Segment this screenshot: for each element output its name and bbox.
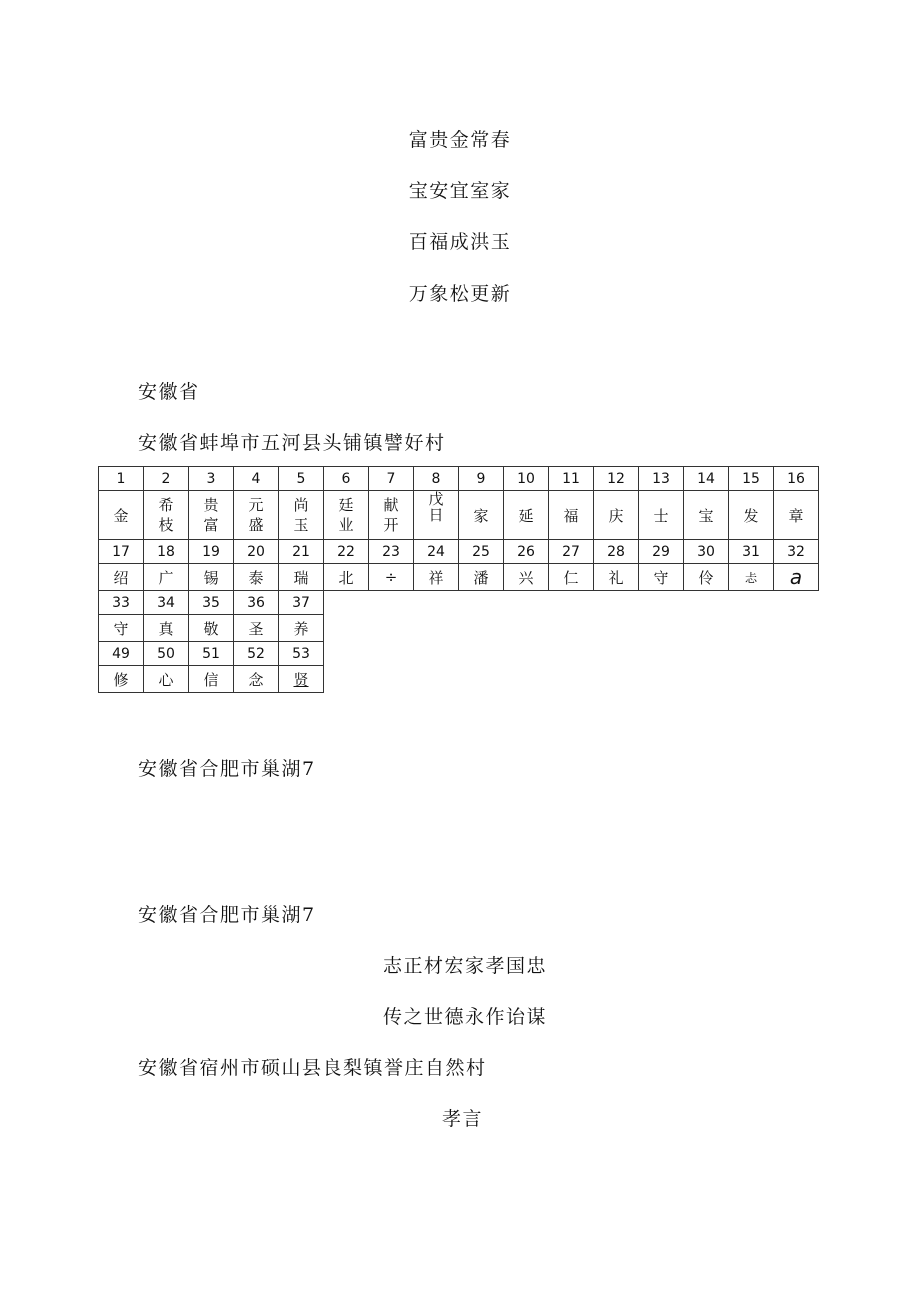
table-row xyxy=(99,615,819,642)
table-cell: 敬 xyxy=(189,615,234,642)
table-cell: 福 xyxy=(549,491,594,540)
table-cell: 36 xyxy=(234,591,279,615)
table-row xyxy=(99,666,819,693)
table-cell: 51 xyxy=(189,642,234,666)
table-cell: 23 xyxy=(369,540,414,564)
table-cell: 29 xyxy=(639,540,684,564)
table-cell: 宝 xyxy=(684,491,729,540)
place-bengbu: 安徽省蚌埠市五河县头铺镇譬好村 xyxy=(138,432,446,454)
table-cell: 22 xyxy=(324,540,369,564)
table-cell: 18 xyxy=(144,540,189,564)
table-cell: 金 xyxy=(99,491,144,540)
table-row xyxy=(99,642,819,666)
table-cell: 3 xyxy=(189,467,234,491)
table-cell: 49 xyxy=(99,642,144,666)
table-cell: 廷业 xyxy=(324,491,369,540)
verse-line-1: 富贵金常春 xyxy=(408,129,512,151)
table-cell: 26 xyxy=(504,540,549,564)
table-empty xyxy=(324,666,819,693)
table-cell: 家 xyxy=(459,491,504,540)
table-cell: 25 xyxy=(459,540,504,564)
place-anhui: 安徽省 xyxy=(138,381,200,403)
table-row xyxy=(99,591,819,615)
table-cell: 守 xyxy=(99,615,144,642)
table-cell: 锡 xyxy=(189,564,234,591)
table-cell: 念 xyxy=(234,666,279,693)
table-cell: 5 xyxy=(279,467,324,491)
table-cell: 31 xyxy=(729,540,774,564)
table-cell: 戊日 xyxy=(414,491,459,540)
table-row xyxy=(99,540,819,564)
table-cell: 养 xyxy=(279,615,324,642)
verse-line-3: 百福成洪玉 xyxy=(408,231,512,253)
table-cell: 1 xyxy=(99,467,144,491)
table-cell: 19 xyxy=(189,540,234,564)
table-cell: 瑞 xyxy=(279,564,324,591)
verse-line-2: 宝安宜室家 xyxy=(408,180,512,202)
table-empty xyxy=(324,615,819,642)
table-cell: 忐 xyxy=(729,564,774,591)
table-cell: 15 xyxy=(729,467,774,491)
table-row xyxy=(99,564,819,591)
table-cell: 真 xyxy=(144,615,189,642)
table-cell: 章 xyxy=(774,491,819,540)
table-cell: 延 xyxy=(504,491,549,540)
table-row xyxy=(99,467,819,491)
table-cell: 兴 xyxy=(504,564,549,591)
table-cell: 37 xyxy=(279,591,324,615)
table-cell: 圣 xyxy=(234,615,279,642)
verse-mid-1: 志正材宏家孝国忠 xyxy=(383,955,548,977)
table-cell: 9 xyxy=(459,467,504,491)
table-cell: 13 xyxy=(639,467,684,491)
table-cell: 50 xyxy=(144,642,189,666)
table-cell: 2 xyxy=(144,467,189,491)
table-cell: 修 xyxy=(99,666,144,693)
table-cell: 21 xyxy=(279,540,324,564)
verse-end: 孝言 xyxy=(442,1108,484,1130)
table-cell: 24 xyxy=(414,540,459,564)
table-cell: 希枝 xyxy=(144,491,189,540)
table-cell: 28 xyxy=(594,540,639,564)
table-cell: 士 xyxy=(639,491,684,540)
table-cell: 30 xyxy=(684,540,729,564)
table-cell: 10 xyxy=(504,467,549,491)
table-cell: 仁 xyxy=(549,564,594,591)
table-cell: 53 xyxy=(279,642,324,666)
table-cell: 礼 xyxy=(594,564,639,591)
table-cell: 元盛 xyxy=(234,491,279,540)
table-cell: 广 xyxy=(144,564,189,591)
table-cell: 守 xyxy=(639,564,684,591)
table-cell: 11 xyxy=(549,467,594,491)
verse-mid-2: 传之世德永作诒谋 xyxy=(383,1006,548,1028)
table-cell: 27 xyxy=(549,540,594,564)
table-empty xyxy=(324,642,819,666)
verse-line-4: 万象松更新 xyxy=(408,283,512,305)
table-cell: 贵富 xyxy=(189,491,234,540)
table-cell: 34 xyxy=(144,591,189,615)
table-cell: 绍 xyxy=(99,564,144,591)
table-cell: 北 xyxy=(324,564,369,591)
table-cell: 伶 xyxy=(684,564,729,591)
generation-table xyxy=(98,466,819,693)
table-cell: 4 xyxy=(234,467,279,491)
table-cell: 心 xyxy=(144,666,189,693)
table-cell: 52 xyxy=(234,642,279,666)
table-cell: 泰 xyxy=(234,564,279,591)
table-cell: 信 xyxy=(189,666,234,693)
table-cell: 12 xyxy=(594,467,639,491)
table-cell: ÷ xyxy=(369,564,414,591)
table-cell: 贤 xyxy=(279,666,324,693)
table-cell: 庆 xyxy=(594,491,639,540)
table-cell: 7 xyxy=(369,467,414,491)
table-cell: 16 xyxy=(774,467,819,491)
table-cell: 32 xyxy=(774,540,819,564)
table-cell: 33 xyxy=(99,591,144,615)
table-cell: 6 xyxy=(324,467,369,491)
place-chaohu-2: 安徽省合肥市巢湖7 xyxy=(138,904,316,926)
table-cell: 17 xyxy=(99,540,144,564)
place-suzhou: 安徽省宿州市硕山县良梨镇誉庄自然村 xyxy=(138,1057,487,1079)
table-cell: 20 xyxy=(234,540,279,564)
table-cell: 潘 xyxy=(459,564,504,591)
table-cell: 发 xyxy=(729,491,774,540)
table-cell: 35 xyxy=(189,591,234,615)
table-cell: 祥 xyxy=(414,564,459,591)
table-cell: 14 xyxy=(684,467,729,491)
table-cell: 8 xyxy=(414,467,459,491)
table-empty xyxy=(324,591,819,615)
place-chaohu-1: 安徽省合肥市巢湖7 xyxy=(138,758,316,780)
table-cell: a xyxy=(774,564,819,591)
table-cell: 献开 xyxy=(369,491,414,540)
table-row xyxy=(99,491,819,540)
table-cell: 尚玉 xyxy=(279,491,324,540)
